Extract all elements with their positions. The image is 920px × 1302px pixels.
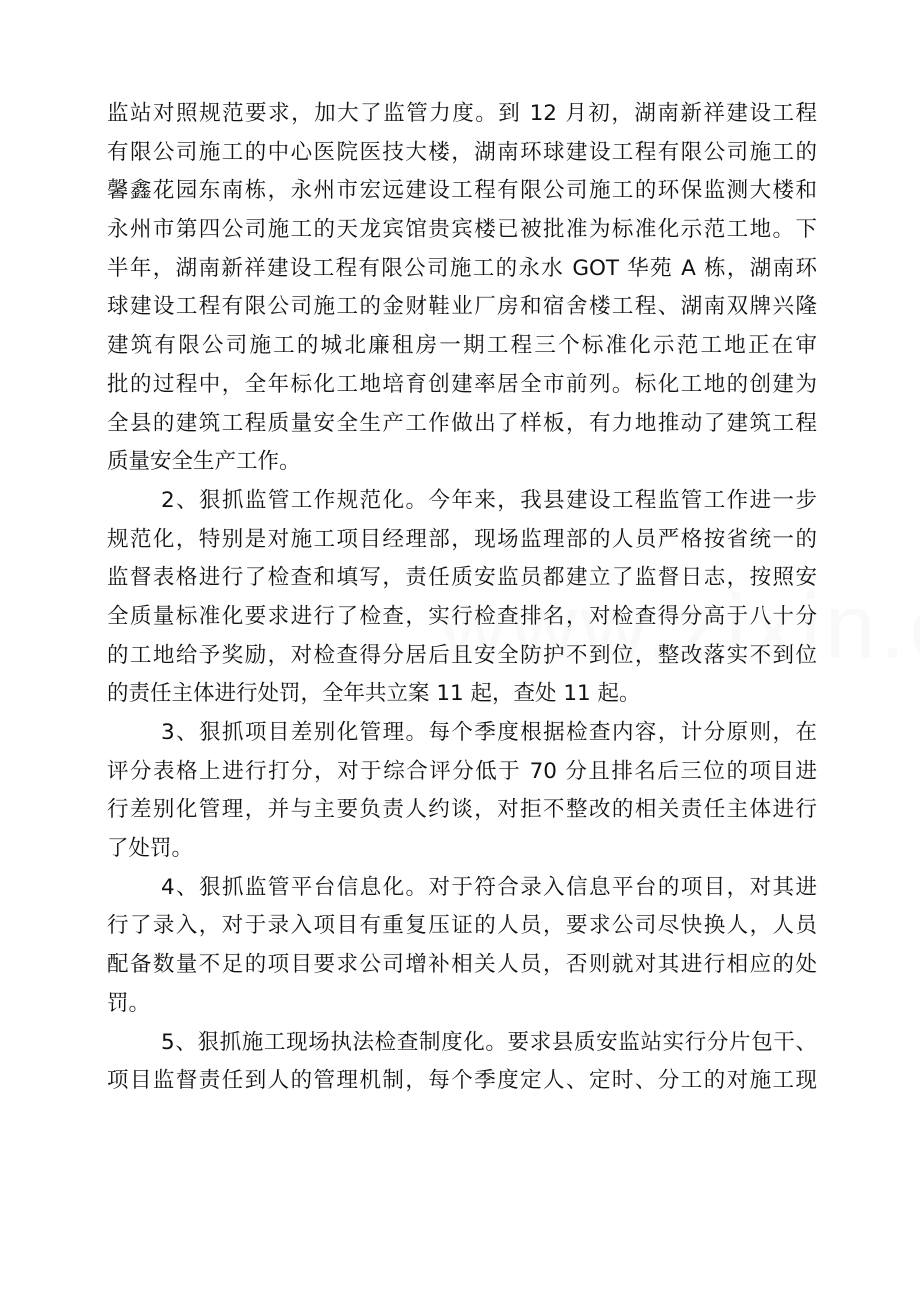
text-line: 行了录入，对于录入项目有重复压证的人员，要求公司尽快换人，人员 — [107, 913, 817, 939]
text-line: 质量安全生产工作。 — [107, 449, 301, 475]
text-line: 配备数量不足的项目要求公司增补相关人员，否则就对其进行相应的处 — [107, 952, 817, 978]
document-body — [107, 95, 817, 1101]
text-line: 永州市第四公司施工的天龙宾馆贵宾楼已被批准为标准化示范工地。下 — [107, 217, 817, 243]
text-line: 监站对照规范要求，加大了监管力度。到 12 月初，湖南新祥建设工程 — [107, 101, 817, 126]
text-line: 全县的建筑工程质量安全生产工作做出了样板，有力地推动了建筑工程 — [107, 410, 817, 436]
text-line: 的工地给予奖励，对检查得分居后且安全防护不到位，整改落实不到位 — [107, 642, 817, 668]
paragraph-2-start: 2、狠抓监管工作规范化。今年来，我县建设工程监管工作进一步 — [161, 487, 817, 513]
text-line: 行差别化管理，并与主要负责人约谈，对拒不整改的相关责任主体进行 — [107, 797, 817, 823]
text-line: 馨鑫花园东南栋，永州市宏远建设工程有限公司施工的环保监测大楼和 — [107, 178, 817, 204]
text-line: 了处罚。 — [107, 836, 194, 862]
text-line: 项目监督责任到人的管理机制，每个季度定人、定时、分工的对施工现 — [107, 1068, 817, 1094]
paragraph-5-start: 5、狠抓施工现场执法检查制度化。要求县质安监站实行分片包干、 — [161, 1029, 817, 1055]
text-line: 半年，湖南新祥建设工程有限公司施工的永水 GOT 华苑 A 栋，湖南环 — [107, 255, 817, 281]
text-line: 球建设工程有限公司施工的金财鞋业厂房和宿舍楼工程、湖南双牌兴隆 — [107, 294, 817, 320]
text-line: 的责任主体进行处罚，全年共立案 11 起，查处 11 起。 — [107, 681, 641, 707]
paragraph-4-start: 4、狠抓监管平台信息化。对于符合录入信息平台的项目，对其进 — [161, 874, 817, 900]
text-line: 有限公司施工的中心医院医技大楼，湖南环球建设工程有限公司施工的 — [107, 139, 817, 165]
text-line: 规范化，特别是对施工项目经理部，现场监理部的人员严格按省统一的 — [107, 526, 817, 552]
text-line: 罚。 — [107, 990, 151, 1016]
text-line: 评分表格上进行打分，对于综合评分低于 70 分且排名后三位的项目进 — [107, 758, 817, 784]
paragraph-3-start: 3、狠抓项目差别化管理。每个季度根据检查内容，计分原则，在 — [161, 720, 817, 745]
text-line: 全质量标准化要求进行了检查，实行检查排名，对检查得分高于八十分 — [107, 603, 817, 629]
text-line: 建筑有限公司施工的城北廉租房一期工程三个标准化示范工地正在审 — [107, 333, 817, 359]
text-line: 监督表格进行了检查和填写，责任质安监员都建立了监督日志，按照安 — [107, 565, 817, 591]
text-line: 批的过程中，全年标化工地培育创建率居全市前列。标化工地的创建为 — [107, 371, 817, 397]
